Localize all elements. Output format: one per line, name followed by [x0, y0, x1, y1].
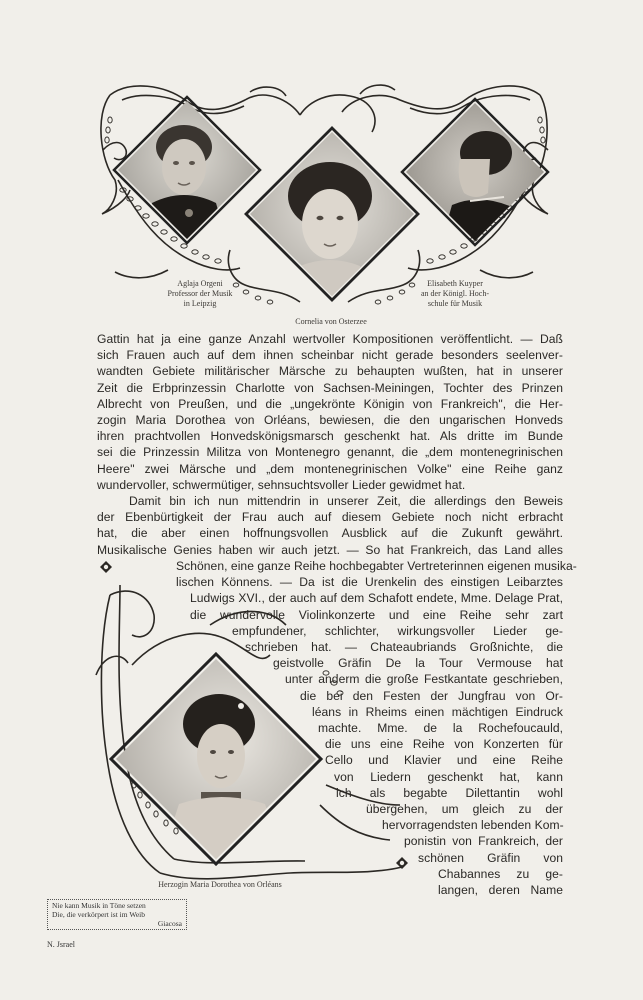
paragraph-1 — [97, 331, 563, 493]
text-line: Damit bin ich nun mittendrin in unserer Zeit, die allerdings den Beweis — [129, 494, 563, 508]
text-line: geistvolle Gräfin De la Tour Vermouse hat — [273, 656, 563, 671]
text-line: Gattin hat ja eine ganze Anzahl wertvoller Kompositionen veröffentlicht. — Daß — [97, 332, 563, 346]
text-line: Zeit die Erbprinzessin Charlotte von Sachsen-Meiningen, Tochter des Prinzen — [97, 380, 563, 395]
text-line: zogin Maria Dorothea von Orléans, bewiesen, die den ungarischen Honveds — [97, 413, 563, 428]
text-line: die bei den Festen der Jungfrau von Or- — [300, 688, 563, 703]
text-line: machte. Mme. de la Rochefoucauld, — [318, 721, 563, 736]
text-line: wundervoller, schwermütiger, sehnsuchtsvoller Lieder gewidmet hat. — [97, 477, 466, 492]
portrait-elisabeth-kuyper — [400, 97, 550, 247]
text-line: Heere" zwei Märsche und „dem montenegrinischen Volke" eine Reihe ganz — [97, 461, 563, 476]
text-line: Cello und Klavier und eine Reihe — [325, 753, 563, 768]
text-line: lischen Könnens. — Da ist die Urenkelin des einstigen Leibarztes — [176, 575, 563, 590]
text-line: Albrecht von Preußen, und die „ungekrönte Königin von Frankreich", die Her- — [97, 396, 563, 411]
text-line: Chabannes zu ge- — [438, 866, 563, 881]
footer-author: N. Jsrael — [47, 940, 75, 949]
text-line: sei die Prinzessin Militza von Montenegro genannt, die „dem montenegrinischen — [97, 445, 563, 460]
caption-elisabeth-kuyper — [400, 279, 510, 309]
text-line: Schönen, eine ganze Reihe hochbegabter Vertreterinnen eigenen musika- — [176, 559, 577, 573]
caption-maria-dorothea-von-orleans: Herzogin Maria Dorothea von Orléans — [158, 880, 282, 889]
text-line: die uns eine Reihe von Konzerten für — [325, 737, 563, 752]
text-line: langen, deren Name — [438, 883, 563, 898]
text-line: hervorragendsten lebenden Kom- — [382, 818, 564, 833]
text-line: ich als begabte Dilettantin wohl — [336, 785, 563, 800]
caption-orgeni-line1: Aglaja Orgeni — [177, 279, 223, 288]
caption-orgeni-line3: in Leipzig — [183, 299, 217, 308]
portrait-cornelia-von-osterzee — [244, 126, 420, 302]
paragraph-2-full-width — [97, 493, 563, 558]
text-line: der Ebenbürtigkeit der Frau auch auf diesem Gebiete noch nicht erbracht — [97, 510, 563, 525]
text-line: ihren prachtvollen Honvedskönigsmarsch geschenkt hat. Als dritte im Bunde — [97, 429, 563, 444]
text-line: von Liedern geschenkt hat, kann — [334, 769, 563, 784]
text-line: Ludwigs XVI., der auch auf dem Schafott endete, Mme. Delage Prat, — [190, 591, 563, 606]
quote-line-1: Nie kann Musik in Töne setzen — [52, 901, 146, 910]
text-line: hat, die aber einen hoffnungsvollen Ausblick auf die Zukunft gewährt. — [97, 526, 563, 541]
quote-line-2: Die, die verkörpert ist im Weib — [52, 910, 145, 919]
text-line: die wundervolle Violinkonzerte und eine Reihe sehr zart — [190, 607, 563, 622]
text-line: schrieben hat. — Chateaubriands Großnichte, die — [245, 640, 563, 655]
text-line: sich Frauen auch auf dem ihnen scheinbar nicht gerade besonders seelenver- — [97, 348, 563, 363]
portrait-aglaja-orgeni — [112, 95, 262, 245]
text-line: ponistin von Frankreich, der — [404, 834, 563, 849]
portrait-maria-dorothea-von-orleans — [109, 652, 323, 866]
caption-kuyper-line3: schule für Musik — [427, 299, 483, 308]
text-line: unter anderm die große Festkantate geschrieben, — [285, 672, 563, 687]
text-line: übergehen, um gleich zu der — [366, 802, 563, 817]
quote-box — [47, 899, 187, 930]
text-line: empfundener, schlichter, wirkungsvoller Lieder ge- — [232, 623, 563, 638]
caption-kuyper-line2: an der Königl. Hoch- — [421, 289, 489, 298]
text-line: schönen Gräfin von — [418, 850, 563, 865]
caption-orgeni-line2: Professor der Musik — [167, 289, 233, 298]
text-line: Musikalische Genies haben wir auch jetzt. — So hat Frankreich, das Land alles — [97, 542, 563, 557]
caption-cornelia-von-osterzee: Cornelia von Osterzee — [295, 317, 367, 326]
quote-attribution: Giacosa — [157, 919, 182, 928]
text-line: léans in Rheims einen mächtigen Eindruck — [312, 704, 563, 719]
text-line: wandten Gebiete militärischer Märsche zu behaupten wußten, hat in unserer — [97, 364, 563, 379]
caption-aglaja-orgeni — [150, 279, 250, 309]
caption-kuyper-line1: Elisabeth Kuyper — [427, 279, 483, 288]
